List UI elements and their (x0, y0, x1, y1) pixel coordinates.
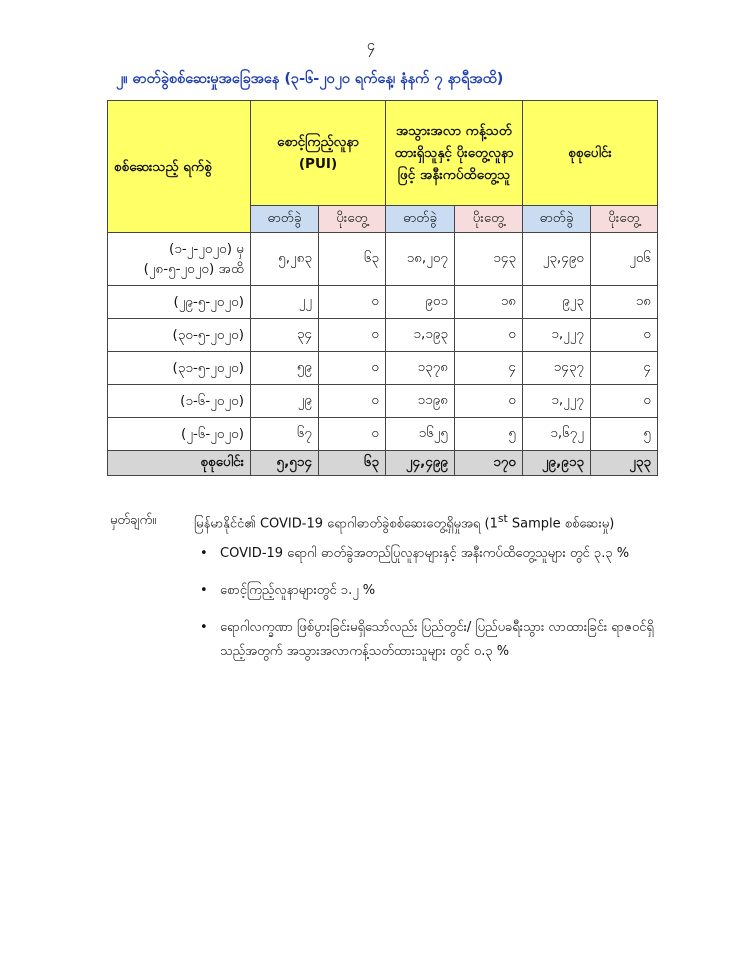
value-cell: ၄ (455, 352, 523, 385)
table-row (108, 418, 658, 451)
bullet-text: ရောဂါလက္ခဏာ ဖြစ်ပွားခြင်းမရှိသော်လည်း ပြည်တွင်း/ ပြည်ပခရီးသွား လာထားခြင်း ရာဇဝင်ရှိသည့်အတွက် အသွားအလာကန့်သတ်ထားသူများ တွင် ၀.၃ % (220, 620, 654, 659)
notes-intro (194, 512, 674, 534)
value-cell: ၀ (591, 319, 658, 352)
list-item (196, 542, 656, 566)
date-cell (108, 233, 251, 286)
table-row (108, 319, 658, 352)
notes-intro-pre: မြန်မာနိုင်ငံ၏ COVID-19 ရောဂါဓာတ်ခွဲစစ်ဆေးတွေ့ရှိမှုအရ (1 (194, 516, 498, 532)
value-cell: ၃၄ (251, 319, 319, 352)
date-end: (၂၈-၅-၂၀၂၀) အထိ (143, 261, 244, 277)
value-cell: ၂၀၆ (591, 233, 658, 286)
table-header-row (108, 101, 658, 206)
value-cell: ၀ (319, 385, 386, 418)
value-cell: ၅ (455, 418, 523, 451)
value-cell: ၁၁၉၈ (386, 385, 455, 418)
notes-label: မှတ်ချက်။ (110, 513, 157, 528)
header-pui: စောင့်ကြည့်လူနာ (PUI) (251, 101, 386, 206)
value-cell: ၁၈ (591, 286, 658, 319)
value-cell: ၅ (591, 418, 658, 451)
notes-bullet-list (196, 542, 656, 677)
date-cell: (၂၉-၅-၂၀၂၀) (108, 286, 251, 319)
date-cell: (၂-၆-၂၀၂၀) (108, 418, 251, 451)
value-cell: ၁,၆၇၂ (523, 418, 591, 451)
value-cell: ၀ (591, 385, 658, 418)
table-row (108, 352, 658, 385)
total-cell: ၂၉,၉၁၃ (523, 451, 591, 476)
table-row (108, 286, 658, 319)
value-cell: ၁,၁၉၃ (386, 319, 455, 352)
section-title: ၂။ ဓာတ်ခွဲစစ်ဆေးမှုအခြေအနေ (၃-၆-၂၀၂၀ ရက်နေ့၊ နံနက် ၇ နာရီအထိ) (116, 71, 504, 87)
list-item (196, 616, 656, 664)
bullet-text: COVID-19 ရောဂါ ဓာတ်ခွဲအတည်ပြုလူနာများနှင့် အနီးကပ်ထိတွေ့သူများ တွင် ၃.၃ % (220, 546, 630, 561)
value-cell: ၁၄၃ (455, 233, 523, 286)
header-contacts: အသွားအလာ ကန့်သတ်ထားရှိသူနှင့် ပိုးတွေ့လူနာဖြင့် အနီးကပ်ထိတွေ့သူ (386, 101, 523, 206)
subheader-positive: ပိုးတွေ့ (455, 206, 523, 233)
value-cell: ၂၃,၄၉၀ (523, 233, 591, 286)
value-cell: ၀ (319, 418, 386, 451)
subheader-tested: ဓာတ်ခွဲ (251, 206, 319, 233)
date-cell: (၃၀-၅-၂၀၂၀) (108, 319, 251, 352)
page-number: ၄ (366, 36, 376, 54)
total-cell: ၂၄,၄၉၉ (386, 451, 455, 476)
bullet-icon: • (200, 546, 208, 561)
value-cell: ၀ (455, 385, 523, 418)
value-cell: ၁၈,၂၀၇ (386, 233, 455, 286)
date-start: (၁-၂-၂၀၂၀) မှ (169, 241, 244, 257)
total-label: စုစုပေါင်း (108, 451, 251, 476)
subheader-tested: ဓာတ်ခွဲ (386, 206, 455, 233)
value-cell: ၁၈ (455, 286, 523, 319)
notes-intro-sup: st (497, 512, 508, 525)
subheader-tested: ဓာတ်ခွဲ (523, 206, 591, 233)
value-cell: ၉၂၃ (523, 286, 591, 319)
total-row (108, 451, 658, 476)
list-item (196, 579, 656, 603)
header-date: စစ်ဆေးသည့် ရက်စွဲ (108, 101, 251, 233)
value-cell: ၁၆၂၅ (386, 418, 455, 451)
total-cell: ၂၃၃ (591, 451, 658, 476)
bullet-text: စောင့်ကြည့်လူနာများတွင် ၁.၂ % (220, 583, 376, 598)
value-cell: ၁၄၃၇ (523, 352, 591, 385)
date-cell: (၁-၆-၂၀၂၀) (108, 385, 251, 418)
value-cell: ၅၉ (251, 352, 319, 385)
value-cell: ၁,၂၂၇ (523, 319, 591, 352)
table-row (108, 233, 658, 286)
testing-table (107, 100, 658, 476)
notes-intro-post: Sample စစ်ဆေးမှု) (507, 516, 615, 532)
total-cell: ၁၇၀ (455, 451, 523, 476)
header-total: စုစုပေါင်း (523, 101, 658, 206)
value-cell: ၂၂ (251, 286, 319, 319)
value-cell: ၄ (591, 352, 658, 385)
value-cell: ၀ (319, 352, 386, 385)
bullet-icon: • (200, 583, 208, 598)
value-cell: ၀ (319, 319, 386, 352)
value-cell: ၆၃ (319, 233, 386, 286)
value-cell: ၁၃၇၈ (386, 352, 455, 385)
value-cell: ၀ (319, 286, 386, 319)
value-cell: ၂၉ (251, 385, 319, 418)
total-cell: ၅,၅၁၄ (251, 451, 319, 476)
value-cell: ၁,၂၂၇ (523, 385, 591, 418)
subheader-positive: ပိုးတွေ့ (319, 206, 386, 233)
total-cell: ၆၃ (319, 451, 386, 476)
bullet-icon: • (200, 620, 208, 635)
value-cell: ၉၀၁ (386, 286, 455, 319)
date-cell: (၃၁-၅-၂၀၂၀) (108, 352, 251, 385)
value-cell: ၅,၂၈၃ (251, 233, 319, 286)
subheader-positive: ပိုးတွေ့ (591, 206, 658, 233)
table-row (108, 385, 658, 418)
value-cell: ၆၇ (251, 418, 319, 451)
value-cell: ၀ (455, 319, 523, 352)
